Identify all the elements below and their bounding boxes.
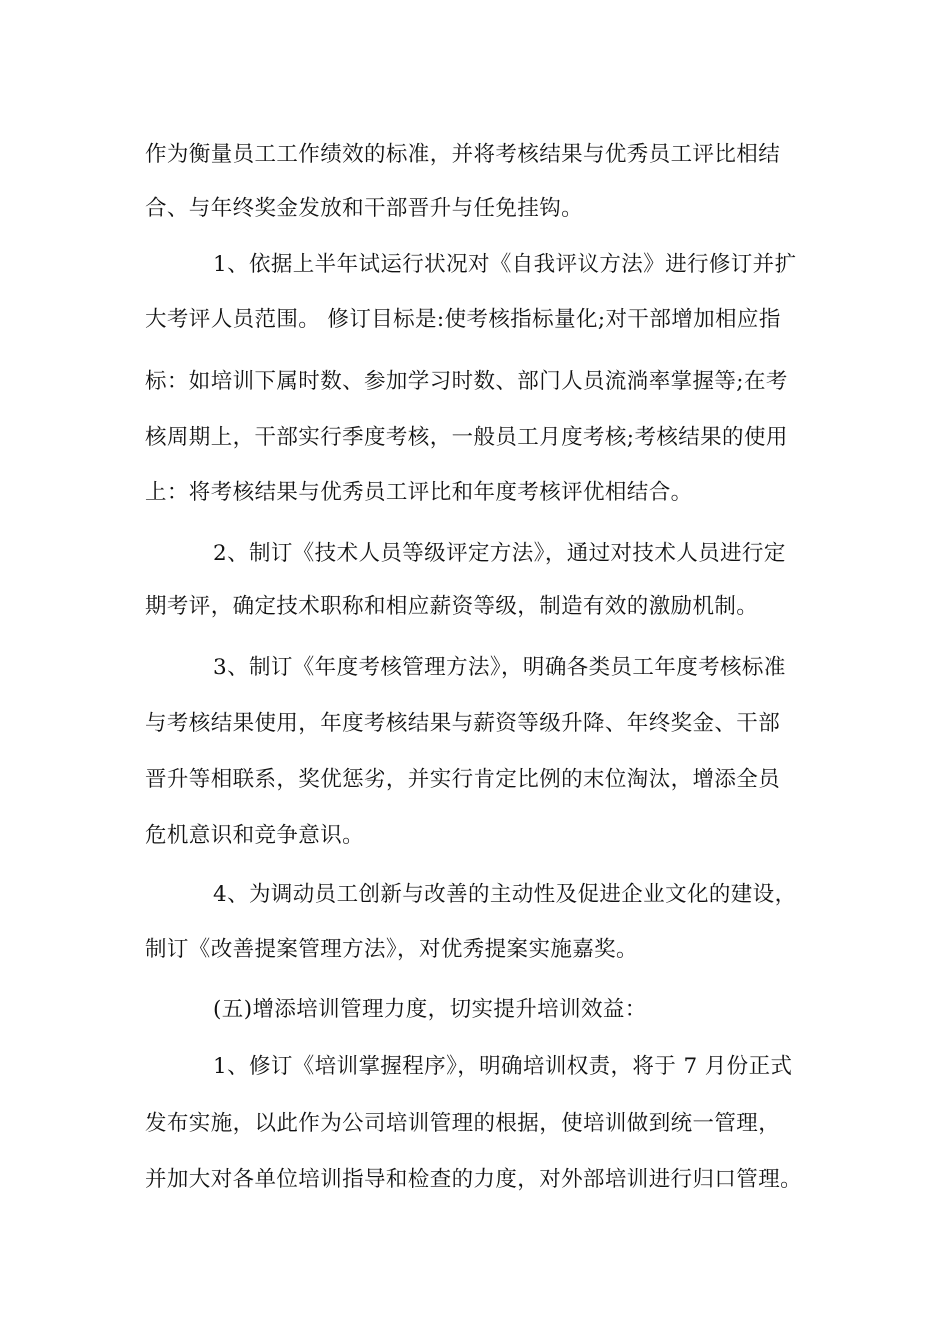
paragraph-first-line: 1、依据上半年试运行状况对《自我评议方法》进行修订并扩 [213,252,797,277]
body-text-line: 合、与年终奖金发放和干部晋升与任免挂钩。 [145,196,584,221]
paragraph-first-line: 4、为调动员工创新与改善的主动性及促进企业文化的建设， [213,882,797,907]
body-text-line: 上：将考核结果与优秀员工评比和年度考核评优相结合。 [145,480,693,505]
body-text-line: 期考评，确定技术职称和相应薪资等级，制造有效的激励机制。 [145,594,759,619]
body-text-line: 与考核结果使用，年度考核结果与薪资等级升降、年终奖金、干部 [145,711,781,736]
body-text-line: 核周期上，干部实行季度考核，一般员工月度考核;考核结果的使用 [145,425,788,450]
body-text-line: 发布实施，以此作为公司培训管理的根据，使培训做到统一管理， [145,1111,781,1136]
body-text-line: 晋升等相联系，奖优惩劣，并实行肯定比例的末位淘汰，增添全员 [145,767,781,792]
paragraph-first-line: 1、修订《培训掌握程序》，明确培训权责，将于 7 月份正式 [213,1054,793,1079]
body-text-line: 危机意识和竞争意识。 [145,823,365,848]
paragraph-first-line: 3、制订《年度考核管理方法》，明确各类员工年度考核标准 [213,655,786,680]
body-text-line: 并加大对各单位培训指导和检查的力度，对外部培训进行归口管理。 [145,1167,803,1192]
body-text-line: 制订《改善提案管理方法》，对优秀提案实施嘉奖。 [145,937,638,962]
paragraph-first-line: 2、制订《技术人员等级评定方法》，通过对技术人员进行定 [213,541,786,566]
body-text-line: 大考评人员范围。 修订目标是:使考核指标量化;对干部增加相应指 [145,307,781,332]
body-text-line: 标：如培训下属时数、参加学习时数、部门人员流淌率掌握等;在考 [145,369,788,394]
section-heading: (五)增添培训管理力度，切实提升培训效益： [213,997,647,1022]
body-text-line: 作为衡量员工工作绩效的标准，并将考核结果与优秀员工评比相结 [145,142,781,167]
